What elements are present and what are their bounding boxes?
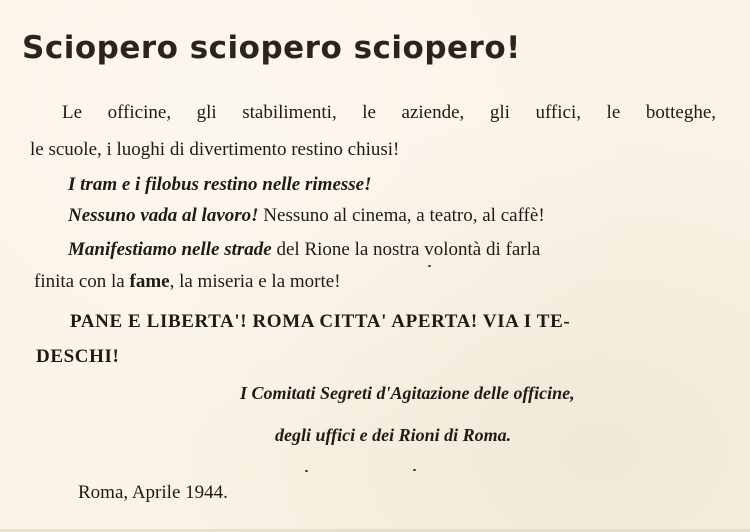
- trams-sentence: I tram e i filobus restino nelle rimesse!: [68, 174, 372, 195]
- ink-speck: [428, 265, 431, 267]
- demonstrate-phrase: Manifestiamo nelle strade: [68, 239, 272, 260]
- leaflet-title: Sciopero sciopero sciopero!: [22, 30, 521, 66]
- slogan-line-2: DESCHI!: [36, 346, 120, 367]
- ink-speck: [305, 470, 308, 472]
- nobody-work-phrase: Nessuno vada al lavoro!: [68, 205, 259, 226]
- body-line-6: [34, 271, 341, 293]
- fame-word: fame: [129, 271, 170, 292]
- body-line-1: Le officine, gli stabilimenti, le aziende, gli uffici, le botteghe,: [62, 102, 716, 123]
- dateline: Roma, Aprile 1944.: [78, 482, 228, 503]
- slogan-line-1: PANE E LIBERTA'! ROMA CITTA' APERTA! VIA I TE-: [70, 311, 571, 332]
- signature-line-1: I Comitati Segreti d'Agitazione delle officine,: [240, 383, 575, 403]
- ink-speck: [413, 469, 416, 471]
- finita-phrase: finita con la: [34, 271, 130, 292]
- miseria-phrase: , la miseria e la morte!: [169, 271, 341, 292]
- rione-phrase: del Rione la nostra volontà di farla: [271, 239, 541, 260]
- nobody-cinema-phrase: Nessuno al cinema, a teatro, al caffè!: [258, 205, 545, 226]
- body-line-4: [68, 205, 545, 227]
- body-line-2: le scuole, i luoghi di divertimento restino chiusi!: [30, 139, 400, 160]
- body-line-5: [68, 239, 540, 261]
- signature-line-2: degli uffici e dei Rioni di Roma.: [275, 425, 512, 445]
- body-line-3: [68, 174, 372, 196]
